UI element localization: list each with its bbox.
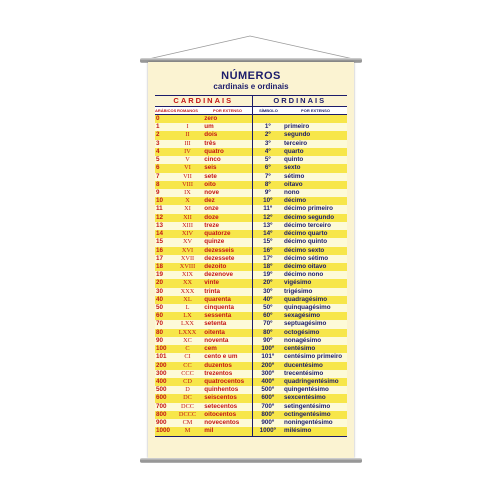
- cardinal-word: doze: [204, 213, 219, 221]
- table-row: [155, 394, 347, 402]
- roman-numeral: LX: [183, 312, 192, 320]
- ordinal-word: octogésimo: [284, 328, 320, 336]
- table-row: [155, 345, 347, 353]
- arabic-numeral: 40: [156, 295, 164, 303]
- arabic-numeral: 800: [156, 410, 167, 418]
- table-row: [155, 329, 347, 337]
- table-row: [155, 148, 347, 156]
- arabic-numeral: 70: [156, 320, 164, 328]
- ordinal-symbol: 50º: [252, 304, 282, 312]
- roman-numeral: III: [184, 139, 191, 147]
- ordinal-word: octingentésimo: [284, 410, 331, 418]
- roman-numeral: XX: [182, 279, 193, 287]
- table-row: [155, 123, 347, 131]
- ordinal-word: décimo oitavo: [284, 262, 327, 270]
- roman-numeral: CD: [183, 378, 192, 385]
- cardinal-word: trinta: [204, 287, 221, 295]
- roman-numeral: LXX: [181, 320, 194, 328]
- table-row: [155, 419, 347, 427]
- ordinal-word: quadragésimo: [284, 295, 328, 303]
- roman-numeral: XL: [183, 295, 192, 303]
- ordinal-symbol: 8º: [252, 181, 282, 189]
- table-row: [155, 115, 347, 123]
- ordinal-symbol: [252, 115, 282, 123]
- roman-numeral: II: [185, 131, 190, 139]
- table-row: [155, 238, 347, 246]
- ordinal-word: milésimo: [284, 427, 312, 435]
- table-row: [155, 403, 347, 411]
- ordinal-word: trecentésimo: [284, 369, 324, 377]
- ordinal-symbol: 40º: [252, 296, 282, 304]
- table-row: [155, 378, 347, 386]
- ordinal-symbol: 7º: [252, 173, 282, 181]
- ordinal-word: quingentésimo: [284, 386, 329, 394]
- arabic-numeral: 30: [156, 287, 164, 295]
- ordinal-word: décimo segundo: [284, 213, 335, 221]
- table-row: [155, 320, 347, 328]
- table-row: [155, 362, 347, 370]
- cardinal-word: nove: [204, 188, 219, 196]
- table-row: [155, 214, 347, 222]
- roman-numeral: CM: [182, 419, 193, 427]
- ordinal-symbol: 70º: [252, 320, 282, 328]
- ordinal-word: terceiro: [284, 139, 308, 147]
- ordinal-word: décimo sétimo: [284, 254, 329, 262]
- ordinal-symbol: 800º: [252, 411, 282, 419]
- roman-numeral: XI: [184, 205, 191, 213]
- cardinal-word: dez: [204, 197, 215, 205]
- table-row: [155, 255, 347, 263]
- numbers-table: [155, 95, 347, 437]
- roman-numeral: I: [186, 123, 189, 131]
- table-row: [155, 230, 347, 238]
- numbers-banner: [148, 62, 354, 458]
- arabic-numeral: 8: [156, 180, 160, 188]
- arabic-numeral: 600: [156, 394, 167, 402]
- roman-numeral: IX: [184, 188, 191, 196]
- cardinal-word: treze: [204, 221, 219, 229]
- ordinal-symbol: 500º: [252, 386, 282, 394]
- roman-numeral: VIII: [182, 180, 193, 188]
- ordinal-symbol: 10º: [252, 197, 282, 205]
- ordinal-symbol: 19º: [252, 271, 282, 279]
- arabic-numeral: 60: [156, 312, 164, 320]
- arabic-numeral: 400: [156, 378, 167, 385]
- roman-numeral: [173, 115, 203, 123]
- ordinal-word: sexto: [284, 164, 301, 172]
- table-row: [155, 337, 347, 345]
- ordinal-word: nonagésimo: [284, 336, 322, 344]
- cardinal-word: quinhentos: [204, 386, 239, 394]
- ordinal-word: décimo quarto: [284, 230, 328, 238]
- table-row: [155, 222, 347, 230]
- col-header-por-extenso-ordinal: POR EXTENSO: [301, 108, 330, 113]
- table-row: [155, 427, 347, 435]
- arabic-numeral: 1000: [156, 427, 171, 435]
- cardinal-word: três: [204, 139, 216, 147]
- arabic-numeral: 90: [156, 336, 164, 344]
- ordinal-word: segundo: [284, 131, 311, 139]
- roman-numeral: CI: [184, 353, 191, 361]
- cardinal-word: trezentos: [204, 369, 233, 377]
- cardinal-word: quinze: [204, 238, 225, 246]
- cardinal-word: noventa: [204, 336, 229, 344]
- ordinal-symbol: 101º: [252, 353, 282, 361]
- arabic-numeral: 7: [156, 172, 160, 180]
- ordinal-word: noningentésimo: [284, 419, 333, 427]
- roman-numeral: XVII: [180, 254, 195, 262]
- arabic-numeral: 6: [156, 164, 160, 172]
- roman-numeral: M: [184, 427, 191, 435]
- arabic-numeral: 100: [156, 345, 167, 353]
- cardinal-word: mil: [204, 427, 214, 435]
- table-row: [155, 312, 347, 320]
- ordinal-symbol: 15º: [252, 238, 282, 246]
- bottom-hanging-rod: [140, 458, 362, 463]
- cardinal-word: onze: [204, 205, 219, 213]
- table-row: [155, 197, 347, 205]
- ordinal-word: décimo: [284, 197, 307, 205]
- roman-numeral: XVIII: [179, 262, 196, 270]
- ordinal-symbol: 16º: [252, 247, 282, 255]
- table-row: [155, 386, 347, 394]
- ordinal-symbol: 4º: [252, 148, 282, 156]
- roman-numeral: C: [185, 345, 190, 353]
- table-row: [155, 181, 347, 189]
- ordinal-symbol: 20º: [252, 279, 282, 287]
- roman-numeral: XXX: [180, 287, 195, 295]
- table-row: [155, 131, 347, 139]
- ordinal-symbol: 200º: [252, 362, 282, 370]
- ordinal-symbol: 700º: [252, 403, 282, 411]
- ordinal-symbol: 80º: [252, 329, 282, 337]
- table-row: [155, 271, 347, 279]
- ordinal-symbol: 18º: [252, 263, 282, 271]
- ordinal-symbol: 30º: [252, 288, 282, 296]
- arabic-numeral: 11: [156, 205, 163, 213]
- arabic-numeral: 18: [156, 262, 164, 270]
- arabic-numeral: 300: [156, 369, 167, 377]
- ordinal-symbol: 300º: [252, 370, 282, 378]
- table-row: [155, 353, 347, 361]
- ordinal-symbol: 1000º: [252, 427, 282, 435]
- roman-numeral: CC: [183, 361, 192, 369]
- arabic-numeral: 3: [156, 139, 160, 147]
- cardinal-word: zero: [204, 115, 218, 122]
- roman-numeral: XIV: [181, 230, 194, 238]
- col-header-romanos: ROMANOS: [177, 108, 198, 113]
- ordinal-word: décimo quinto: [284, 238, 328, 246]
- ordinal-word: sexcentésimo: [284, 394, 326, 402]
- roman-numeral: XVI: [181, 246, 194, 254]
- ordinal-word: décimo sexto: [284, 246, 325, 254]
- cardinal-word: cem: [204, 345, 217, 353]
- ordinal-word: primeiro: [284, 123, 310, 131]
- ordinal-symbol: 600º: [252, 394, 282, 402]
- cardinal-word: um: [204, 123, 214, 131]
- arabic-numeral: 20: [156, 279, 164, 287]
- ordinal-word: trigésimo: [284, 287, 313, 295]
- cardinal-word: setenta: [204, 320, 227, 328]
- arabic-numeral: 0: [156, 115, 160, 122]
- arabic-numeral: 101: [156, 353, 167, 361]
- roman-numeral: VI: [184, 164, 191, 172]
- cardinal-word: dezoito: [204, 262, 227, 270]
- cardinal-word: setecentos: [204, 402, 238, 410]
- table-row: [155, 247, 347, 255]
- cardinal-word: cinco: [204, 156, 221, 164]
- ordinal-symbol: 12º: [252, 214, 282, 222]
- ordinal-word: quinto: [284, 156, 304, 164]
- table-row: [155, 288, 347, 296]
- arabic-numeral: 700: [156, 402, 167, 410]
- table-row: [155, 164, 347, 172]
- arabic-numeral: 12: [156, 213, 164, 221]
- cardinal-word: quatrocentos: [204, 378, 245, 385]
- roman-numeral: V: [185, 156, 190, 164]
- cardinal-word: dezessete: [204, 254, 235, 262]
- cardinal-word: quatorze: [204, 230, 231, 238]
- arabic-numeral: 14: [156, 230, 164, 238]
- arabic-numeral: 9: [156, 188, 160, 196]
- arabic-numeral: 500: [156, 386, 167, 394]
- page-title: NÚMEROS: [221, 70, 281, 82]
- arabic-numeral: 16: [156, 246, 164, 254]
- ordinal-word: ducentésimo: [284, 361, 323, 369]
- section-header-row: [155, 95, 347, 106]
- arabic-numeral: 15: [156, 238, 164, 246]
- cardinal-word: cinquenta: [204, 304, 235, 312]
- table-row: [155, 205, 347, 213]
- ordinal-symbol: 90º: [252, 337, 282, 345]
- cardinal-word: dezesseis: [204, 246, 235, 254]
- table-row: [155, 189, 347, 197]
- ordinal-symbol: 6º: [252, 164, 282, 172]
- arabic-numeral: 900: [156, 419, 167, 427]
- arabic-numeral: 10: [156, 197, 164, 205]
- cardinal-word: vinte: [204, 279, 219, 287]
- cardinal-word: oito: [204, 180, 216, 188]
- arabic-numeral: 2: [156, 131, 160, 139]
- cardinal-word: dezenove: [204, 271, 233, 279]
- ordinal-word: quinquagésimo: [284, 304, 331, 312]
- cardinais-header: CARDINAIS: [173, 96, 234, 105]
- ordinal-word: nono: [284, 188, 300, 196]
- roman-numeral: LXXX: [178, 328, 197, 336]
- cardinal-word: oitocentos: [204, 410, 237, 418]
- column-header-row: [155, 106, 347, 115]
- ordinal-symbol: 11º: [252, 205, 282, 213]
- roman-numeral: DCCC: [178, 410, 197, 418]
- col-header-simbolo: SÍMBOLO: [252, 107, 284, 114]
- ordinal-symbol: 100º: [252, 345, 282, 353]
- cardinal-word: seiscentos: [204, 394, 237, 402]
- roman-numeral: XC: [183, 336, 192, 344]
- ordinal-symbol: 17º: [252, 255, 282, 263]
- table-row: [155, 279, 347, 287]
- roman-numeral: D: [185, 386, 190, 394]
- table-row: [155, 411, 347, 419]
- table-row: [155, 173, 347, 181]
- arabic-numeral: 200: [156, 361, 167, 369]
- ordinal-word: vigésimo: [284, 279, 312, 287]
- ordinal-word: sexagésimo: [284, 312, 321, 320]
- table-row: [155, 296, 347, 304]
- ordinal-word: quadringentésimo: [284, 378, 339, 385]
- ordinal-word: septuagésimo: [284, 320, 327, 328]
- ordinal-word: décimo terceiro: [284, 221, 331, 229]
- arabic-numeral: 17: [156, 254, 164, 262]
- ordinal-symbol: 400º: [252, 378, 282, 386]
- cardinal-word: sessenta: [204, 312, 232, 320]
- cardinal-word: seis: [204, 164, 217, 172]
- ordinal-word: centésimo: [284, 345, 316, 353]
- roman-numeral: L: [185, 304, 190, 312]
- roman-numeral: XIII: [182, 221, 193, 229]
- cardinal-word: sete: [204, 172, 217, 180]
- table-row: [155, 156, 347, 164]
- roman-numeral: CCC: [181, 369, 194, 377]
- ordinal-symbol: 14º: [252, 230, 282, 238]
- ordinal-word: [282, 115, 347, 123]
- cardinal-word: quatro: [204, 147, 224, 155]
- ordinal-word: centésimo primeiro: [284, 353, 343, 361]
- ordinais-header: ORDINAIS: [252, 96, 348, 106]
- arabic-numeral: 4: [156, 147, 160, 155]
- roman-numeral: VII: [183, 172, 192, 180]
- page-subtitle: cardinais e ordinais: [213, 82, 289, 91]
- arabic-numeral: 80: [156, 328, 164, 336]
- arabic-numeral: 50: [156, 304, 164, 312]
- col-header-por-extenso-cardinal: POR EXTENSO: [213, 108, 242, 113]
- table-row: [155, 263, 347, 271]
- cardinal-word: dois: [204, 131, 218, 139]
- cardinal-word: cento e um: [204, 353, 238, 361]
- ordinal-symbol: 900º: [252, 419, 282, 427]
- ordinal-symbol: 1º: [252, 123, 282, 131]
- ordinal-word: décimo nono: [284, 271, 324, 279]
- roman-numeral: IV: [184, 147, 191, 155]
- roman-numeral: XIX: [181, 271, 194, 279]
- arabic-numeral: 5: [156, 156, 160, 164]
- ordinal-word: setingentésimo: [284, 402, 331, 410]
- roman-numeral: X: [185, 197, 190, 205]
- arabic-numeral: 13: [156, 221, 164, 229]
- ordinal-symbol: 2º: [252, 131, 282, 139]
- col-header-arabicos: ARÁBICOS: [155, 108, 177, 113]
- ordinal-word: quarto: [284, 147, 304, 155]
- table-body: [155, 115, 347, 437]
- roman-numeral: XV: [182, 238, 193, 246]
- ordinal-symbol: 9º: [252, 189, 282, 197]
- ordinal-symbol: 5º: [252, 156, 282, 164]
- ordinal-symbol: 13º: [252, 222, 282, 230]
- cardinal-word: novecentos: [204, 419, 240, 427]
- ordinal-symbol: 60º: [252, 312, 282, 320]
- roman-numeral: XII: [183, 213, 192, 221]
- ordinal-symbol: 3º: [252, 140, 282, 148]
- ordinal-word: sétimo: [284, 172, 305, 180]
- arabic-numeral: 19: [156, 271, 164, 279]
- table-row: [155, 304, 347, 312]
- roman-numeral: DC: [183, 394, 192, 402]
- cardinal-word: quarenta: [204, 295, 231, 303]
- cardinal-word: duzentos: [204, 361, 232, 369]
- table-row: [155, 370, 347, 378]
- table-row: [155, 140, 347, 148]
- arabic-numeral: 1: [156, 123, 160, 131]
- ordinal-word: oitavo: [284, 180, 303, 188]
- ordinal-word: décimo primeiro: [284, 205, 334, 213]
- cardinal-word: oitenta: [204, 328, 225, 336]
- roman-numeral: DCC: [181, 402, 194, 410]
